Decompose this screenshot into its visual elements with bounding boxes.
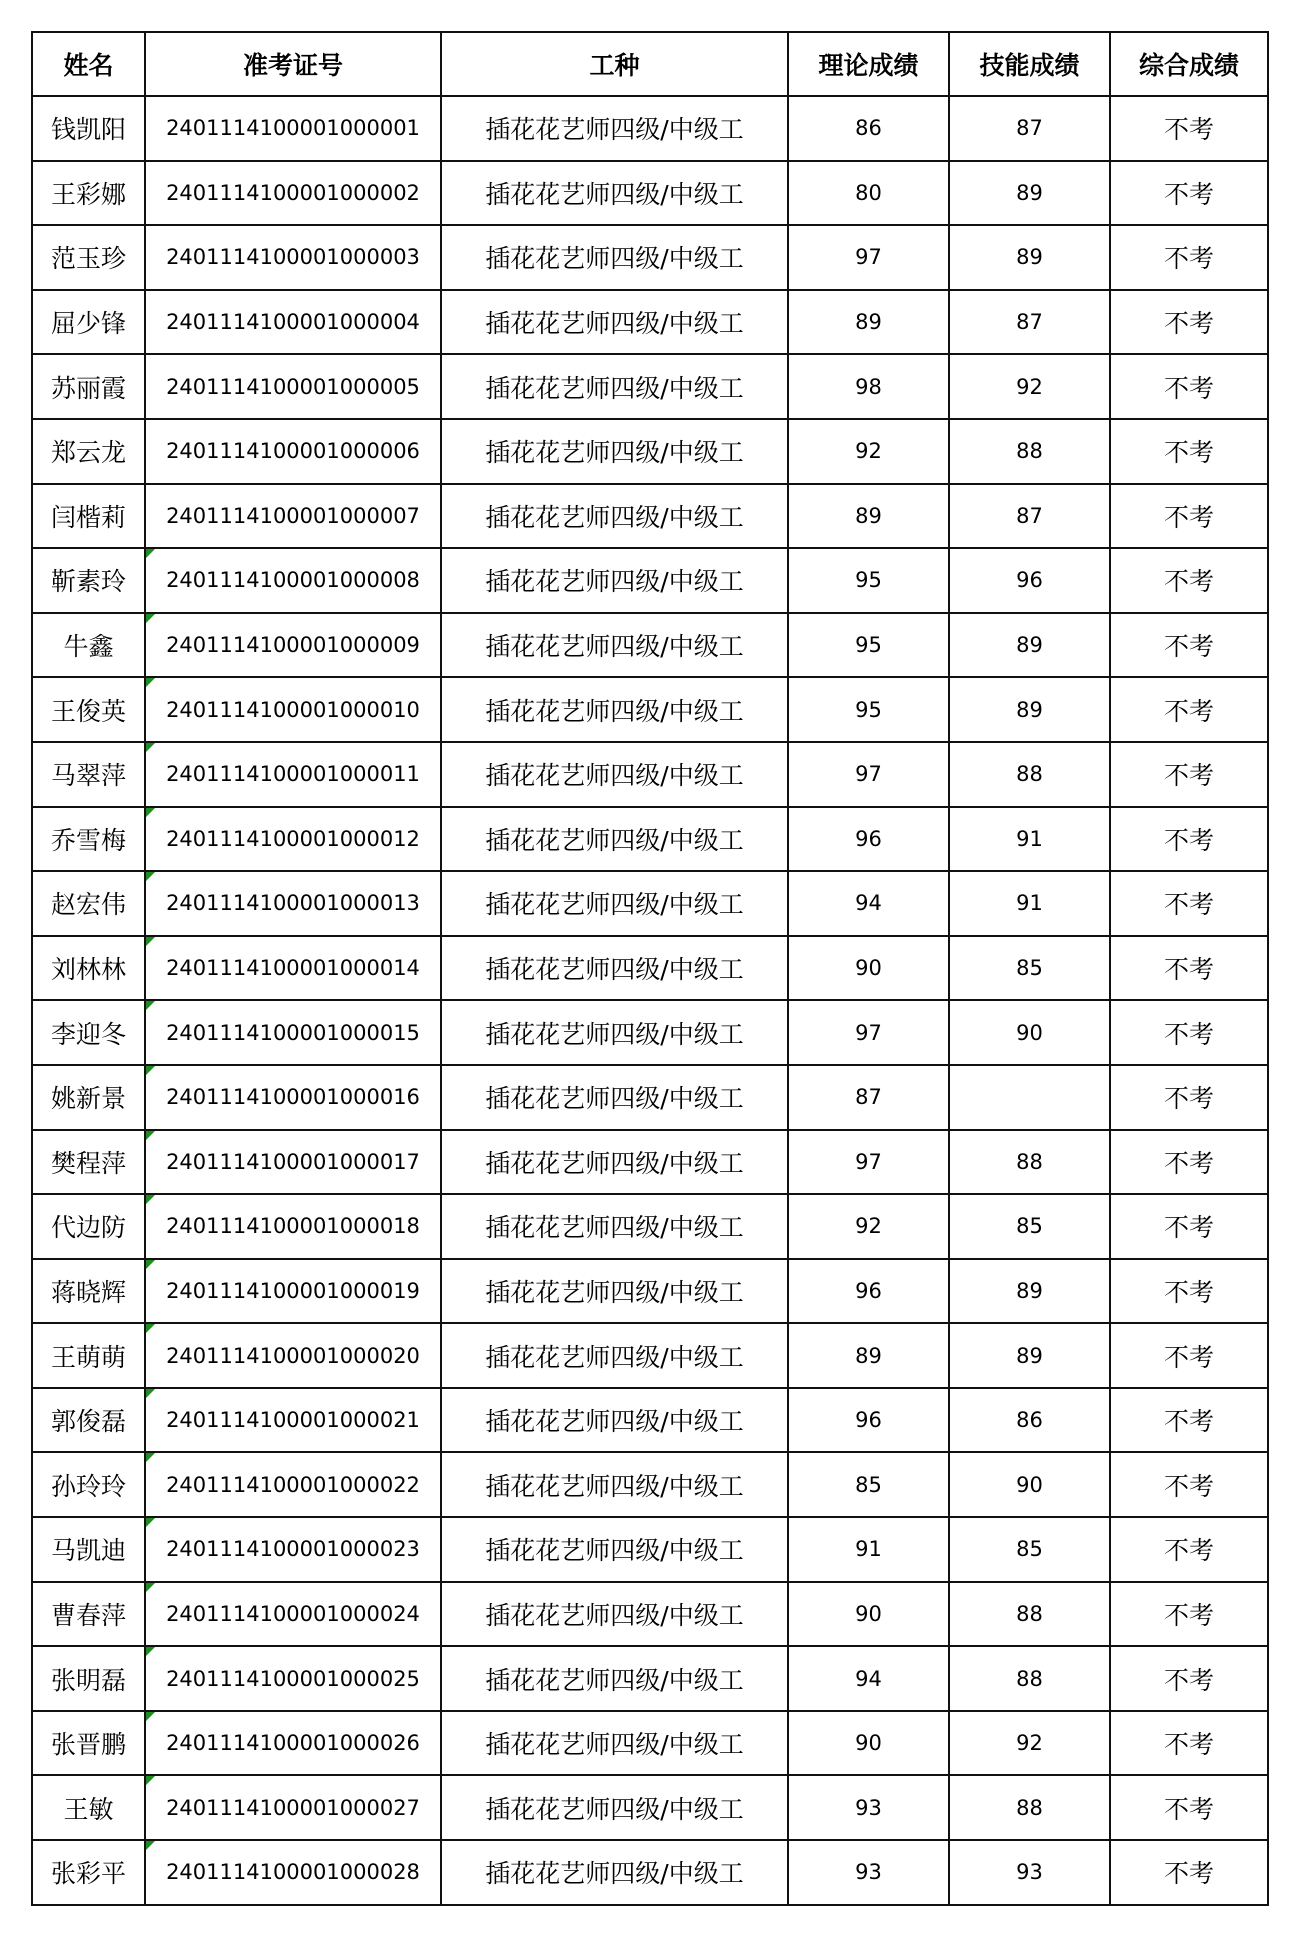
cell-name: 张明磊 [32, 1646, 145, 1711]
cell-skill-score: 88 [949, 1130, 1110, 1195]
cell-exam-id: 2401114100001000023 [145, 1517, 441, 1582]
table-row [32, 1711, 1268, 1776]
cell-total-score: 不考 [1110, 742, 1268, 807]
cell-skill-score: 87 [949, 290, 1110, 355]
cell-total-score: 不考 [1110, 290, 1268, 355]
cell-total-score: 不考 [1110, 225, 1268, 290]
cell-skill-score: 88 [949, 1646, 1110, 1711]
cell-job-type: 插花花艺师四级/中级工 [441, 1259, 788, 1324]
cell-skill-score: 88 [949, 1582, 1110, 1647]
cell-job-type: 插花花艺师四级/中级工 [441, 1000, 788, 1065]
cell-skill-score: 87 [949, 484, 1110, 549]
cell-exam-id: 2401114100001000019 [145, 1259, 441, 1324]
cell-name: 代边防 [32, 1194, 145, 1259]
cell-skill-score: 89 [949, 1259, 1110, 1324]
cell-job-type: 插花花艺师四级/中级工 [441, 225, 788, 290]
cell-total-score: 不考 [1110, 1130, 1268, 1195]
cell-theory-score: 93 [788, 1840, 949, 1905]
cell-exam-id: 2401114100001000013 [145, 871, 441, 936]
cell-job-type: 插花花艺师四级/中级工 [441, 290, 788, 355]
cell-exam-id: 2401114100001000004 [145, 290, 441, 355]
cell-exam-id: 2401114100001000021 [145, 1388, 441, 1453]
cell-exam-id: 2401114100001000001 [145, 96, 441, 161]
table-row [32, 1323, 1268, 1388]
cell-total-score: 不考 [1110, 1775, 1268, 1840]
cell-job-type: 插花花艺师四级/中级工 [441, 161, 788, 226]
cell-job-type: 插花花艺师四级/中级工 [441, 677, 788, 742]
cell-theory-score: 90 [788, 1582, 949, 1647]
table-row [32, 1259, 1268, 1324]
cell-exam-id: 2401114100001000020 [145, 1323, 441, 1388]
table-row [32, 1000, 1268, 1065]
score-sheet [31, 31, 1269, 1906]
cell-theory-score: 98 [788, 354, 949, 419]
cell-skill-score: 88 [949, 419, 1110, 484]
cell-total-score: 不考 [1110, 1711, 1268, 1776]
cell-theory-score: 94 [788, 1646, 949, 1711]
cell-job-type: 插花花艺师四级/中级工 [441, 1452, 788, 1517]
cell-total-score: 不考 [1110, 936, 1268, 1001]
cell-exam-id: 2401114100001000026 [145, 1711, 441, 1776]
cell-total-score: 不考 [1110, 1194, 1268, 1259]
table-row [32, 96, 1268, 161]
cell-name: 刘林林 [32, 936, 145, 1001]
cell-name: 张彩平 [32, 1840, 145, 1905]
cell-exam-id: 2401114100001000017 [145, 1130, 441, 1195]
cell-exam-id: 2401114100001000011 [145, 742, 441, 807]
cell-theory-score: 90 [788, 936, 949, 1001]
cell-theory-score: 92 [788, 1194, 949, 1259]
cell-name: 马凯迪 [32, 1517, 145, 1582]
cell-job-type: 插花花艺师四级/中级工 [441, 1194, 788, 1259]
cell-theory-score: 97 [788, 225, 949, 290]
table-row [32, 677, 1268, 742]
cell-job-type: 插花花艺师四级/中级工 [441, 96, 788, 161]
cell-name: 张晋鹏 [32, 1711, 145, 1776]
cell-job-type: 插花花艺师四级/中级工 [441, 1646, 788, 1711]
cell-total-score: 不考 [1110, 161, 1268, 226]
table-row [32, 290, 1268, 355]
cell-job-type: 插花花艺师四级/中级工 [441, 1130, 788, 1195]
cell-skill-score: 87 [949, 96, 1110, 161]
cell-name: 王萌萌 [32, 1323, 145, 1388]
cell-skill-score: 92 [949, 354, 1110, 419]
cell-total-score: 不考 [1110, 613, 1268, 678]
cell-exam-id: 2401114100001000010 [145, 677, 441, 742]
table-row [32, 419, 1268, 484]
cell-total-score: 不考 [1110, 1259, 1268, 1324]
header-name: 姓名 [32, 32, 145, 96]
cell-theory-score: 91 [788, 1517, 949, 1582]
table-row [32, 1646, 1268, 1711]
cell-name: 马翠萍 [32, 742, 145, 807]
cell-job-type: 插花花艺师四级/中级工 [441, 742, 788, 807]
cell-theory-score: 92 [788, 419, 949, 484]
table-row [32, 161, 1268, 226]
cell-skill-score: 88 [949, 1775, 1110, 1840]
cell-name: 姚新景 [32, 1065, 145, 1130]
header-skill-score: 技能成绩 [949, 32, 1110, 96]
cell-skill-score: 93 [949, 1840, 1110, 1905]
cell-name: 李迎冬 [32, 1000, 145, 1065]
table-row [32, 484, 1268, 549]
header-theory-score: 理论成绩 [788, 32, 949, 96]
cell-name: 王俊英 [32, 677, 145, 742]
cell-job-type: 插花花艺师四级/中级工 [441, 419, 788, 484]
cell-skill-score: 89 [949, 1323, 1110, 1388]
cell-name: 牛鑫 [32, 613, 145, 678]
cell-total-score: 不考 [1110, 419, 1268, 484]
cell-skill-score: 89 [949, 225, 1110, 290]
table-row [32, 742, 1268, 807]
cell-name: 蒋晓辉 [32, 1259, 145, 1324]
cell-total-score: 不考 [1110, 1582, 1268, 1647]
table-row [32, 613, 1268, 678]
cell-skill-score [949, 1065, 1110, 1130]
cell-theory-score: 90 [788, 1711, 949, 1776]
cell-skill-score: 92 [949, 1711, 1110, 1776]
cell-theory-score: 89 [788, 290, 949, 355]
cell-theory-score: 96 [788, 807, 949, 872]
cell-job-type: 插花花艺师四级/中级工 [441, 484, 788, 549]
cell-total-score: 不考 [1110, 1452, 1268, 1517]
cell-total-score: 不考 [1110, 807, 1268, 872]
cell-exam-id: 2401114100001000002 [145, 161, 441, 226]
cell-theory-score: 85 [788, 1452, 949, 1517]
cell-job-type: 插花花艺师四级/中级工 [441, 1388, 788, 1453]
table-row [32, 1517, 1268, 1582]
cell-skill-score: 85 [949, 1517, 1110, 1582]
cell-job-type: 插花花艺师四级/中级工 [441, 936, 788, 1001]
cell-theory-score: 89 [788, 1323, 949, 1388]
cell-job-type: 插花花艺师四级/中级工 [441, 807, 788, 872]
cell-job-type: 插花花艺师四级/中级工 [441, 871, 788, 936]
cell-total-score: 不考 [1110, 96, 1268, 161]
cell-theory-score: 94 [788, 871, 949, 936]
cell-total-score: 不考 [1110, 871, 1268, 936]
cell-job-type: 插花花艺师四级/中级工 [441, 1582, 788, 1647]
header-exam-id: 准考证号 [145, 32, 441, 96]
cell-name: 屈少锋 [32, 290, 145, 355]
cell-exam-id: 2401114100001000005 [145, 354, 441, 419]
cell-total-score: 不考 [1110, 354, 1268, 419]
cell-name: 郑云龙 [32, 419, 145, 484]
cell-skill-score: 89 [949, 677, 1110, 742]
cell-job-type: 插花花艺师四级/中级工 [441, 1711, 788, 1776]
cell-exam-id: 2401114100001000012 [145, 807, 441, 872]
cell-theory-score: 89 [788, 484, 949, 549]
cell-job-type: 插花花艺师四级/中级工 [441, 548, 788, 613]
cell-name: 孙玲玲 [32, 1452, 145, 1517]
cell-total-score: 不考 [1110, 1388, 1268, 1453]
cell-skill-score: 86 [949, 1388, 1110, 1453]
cell-name: 乔雪梅 [32, 807, 145, 872]
cell-exam-id: 2401114100001000028 [145, 1840, 441, 1905]
cell-skill-score: 88 [949, 742, 1110, 807]
cell-theory-score: 95 [788, 548, 949, 613]
cell-name: 范玉珍 [32, 225, 145, 290]
cell-name: 王彩娜 [32, 161, 145, 226]
cell-exam-id: 2401114100001000014 [145, 936, 441, 1001]
cell-skill-score: 96 [949, 548, 1110, 613]
table-row [32, 1388, 1268, 1453]
cell-theory-score: 96 [788, 1259, 949, 1324]
score-table [31, 31, 1269, 1906]
cell-exam-id: 2401114100001000003 [145, 225, 441, 290]
cell-job-type: 插花花艺师四级/中级工 [441, 1775, 788, 1840]
cell-skill-score: 85 [949, 936, 1110, 1001]
cell-exam-id: 2401114100001000007 [145, 484, 441, 549]
cell-theory-score: 93 [788, 1775, 949, 1840]
cell-job-type: 插花花艺师四级/中级工 [441, 354, 788, 419]
header-total-score: 综合成绩 [1110, 32, 1268, 96]
cell-theory-score: 96 [788, 1388, 949, 1453]
table-row [32, 548, 1268, 613]
cell-job-type: 插花花艺师四级/中级工 [441, 613, 788, 678]
cell-theory-score: 97 [788, 1000, 949, 1065]
cell-exam-id: 2401114100001000027 [145, 1775, 441, 1840]
table-row [32, 1775, 1268, 1840]
cell-skill-score: 89 [949, 161, 1110, 226]
table-row [32, 1582, 1268, 1647]
cell-total-score: 不考 [1110, 484, 1268, 549]
cell-skill-score: 91 [949, 807, 1110, 872]
cell-theory-score: 87 [788, 1065, 949, 1130]
cell-exam-id: 2401114100001000016 [145, 1065, 441, 1130]
cell-theory-score: 95 [788, 613, 949, 678]
table-row [32, 936, 1268, 1001]
cell-name: 苏丽霞 [32, 354, 145, 419]
table-row [32, 1194, 1268, 1259]
table-row [32, 1452, 1268, 1517]
table-row [32, 871, 1268, 936]
cell-exam-id: 2401114100001000022 [145, 1452, 441, 1517]
cell-name: 樊程萍 [32, 1130, 145, 1195]
cell-exam-id: 2401114100001000018 [145, 1194, 441, 1259]
cell-job-type: 插花花艺师四级/中级工 [441, 1517, 788, 1582]
cell-total-score: 不考 [1110, 548, 1268, 613]
cell-job-type: 插花花艺师四级/中级工 [441, 1065, 788, 1130]
cell-total-score: 不考 [1110, 1646, 1268, 1711]
header-job-type: 工种 [441, 32, 788, 96]
cell-total-score: 不考 [1110, 1517, 1268, 1582]
table-row [32, 225, 1268, 290]
cell-total-score: 不考 [1110, 677, 1268, 742]
cell-name: 赵宏伟 [32, 871, 145, 936]
table-row [32, 354, 1268, 419]
cell-total-score: 不考 [1110, 1065, 1268, 1130]
cell-skill-score: 91 [949, 871, 1110, 936]
cell-skill-score: 85 [949, 1194, 1110, 1259]
cell-total-score: 不考 [1110, 1323, 1268, 1388]
cell-name: 曹春萍 [32, 1582, 145, 1647]
table-row [32, 1840, 1268, 1905]
cell-name: 闫楷莉 [32, 484, 145, 549]
cell-theory-score: 86 [788, 96, 949, 161]
cell-skill-score: 90 [949, 1452, 1110, 1517]
table-row [32, 1065, 1268, 1130]
table-row [32, 807, 1268, 872]
cell-total-score: 不考 [1110, 1840, 1268, 1905]
cell-exam-id: 2401114100001000025 [145, 1646, 441, 1711]
cell-exam-id: 2401114100001000015 [145, 1000, 441, 1065]
cell-name: 靳素玲 [32, 548, 145, 613]
cell-theory-score: 80 [788, 161, 949, 226]
cell-exam-id: 2401114100001000024 [145, 1582, 441, 1647]
cell-exam-id: 2401114100001000009 [145, 613, 441, 678]
cell-job-type: 插花花艺师四级/中级工 [441, 1323, 788, 1388]
cell-skill-score: 90 [949, 1000, 1110, 1065]
cell-skill-score: 89 [949, 613, 1110, 678]
cell-name: 郭俊磊 [32, 1388, 145, 1453]
header-row [32, 32, 1268, 96]
cell-theory-score: 97 [788, 1130, 949, 1195]
cell-theory-score: 97 [788, 742, 949, 807]
table-row [32, 1130, 1268, 1195]
cell-exam-id: 2401114100001000006 [145, 419, 441, 484]
cell-name: 钱凯阳 [32, 96, 145, 161]
cell-theory-score: 95 [788, 677, 949, 742]
cell-name: 王敏 [32, 1775, 145, 1840]
cell-total-score: 不考 [1110, 1000, 1268, 1065]
cell-exam-id: 2401114100001000008 [145, 548, 441, 613]
cell-job-type: 插花花艺师四级/中级工 [441, 1840, 788, 1905]
